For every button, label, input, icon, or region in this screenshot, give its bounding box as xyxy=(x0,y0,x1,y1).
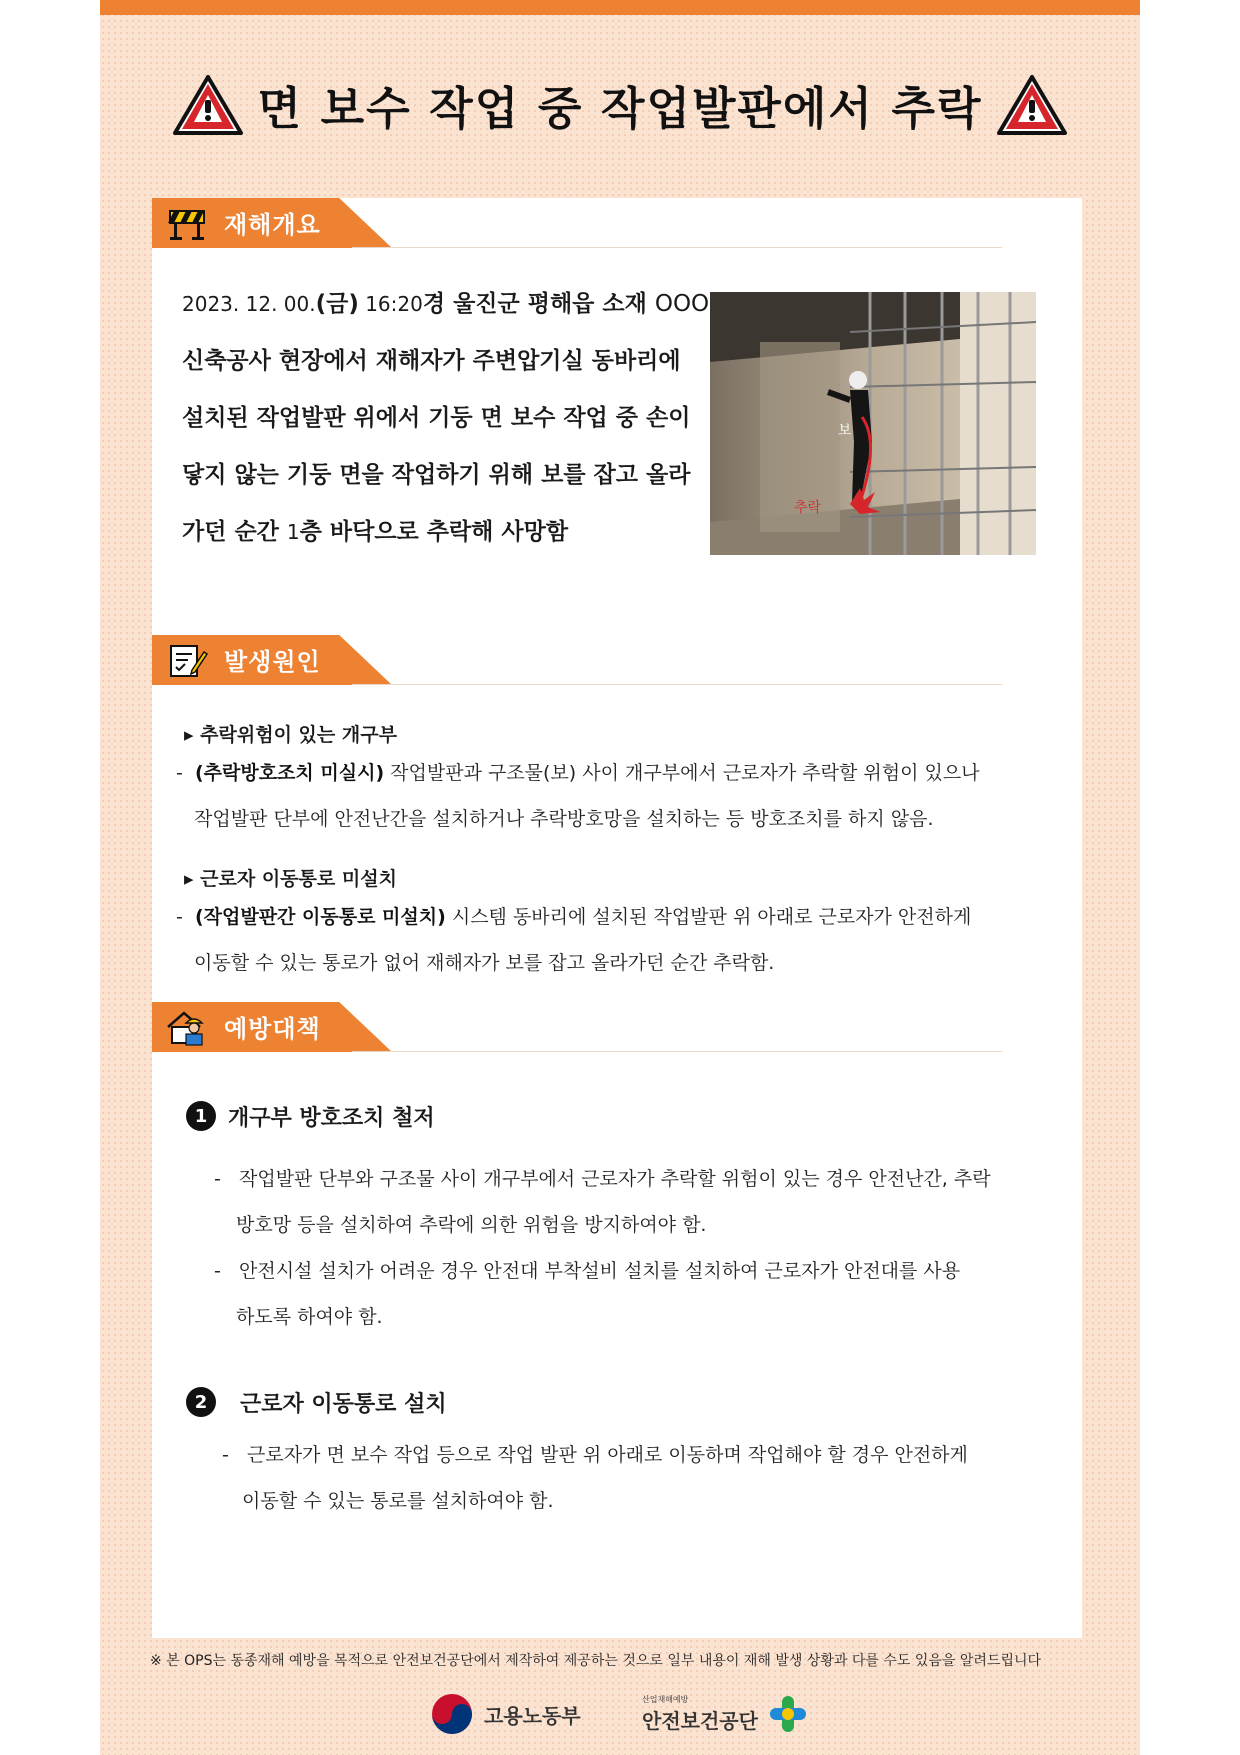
photo-label-fall: 추락 xyxy=(794,500,822,516)
dash: - xyxy=(222,1444,229,1466)
cause-heading: ▸ 근로자 이동통로 미설치 xyxy=(184,868,397,890)
section-divider xyxy=(352,1051,1002,1052)
cause-item xyxy=(176,894,971,940)
cause-item-text: 시스템 동바리에 설치된 작업발판 위 아래로 근로자가 안전하게 xyxy=(445,906,972,928)
overview-text-part: 가던 순간 xyxy=(182,519,287,545)
moel-name: 고용노동부 xyxy=(484,1703,581,1728)
measure-item xyxy=(214,1156,991,1202)
warning-triangle-icon xyxy=(172,73,244,137)
dash: - xyxy=(176,906,183,928)
measure-title: 근로자 이동통로 설치 xyxy=(240,1392,447,1417)
step-number-badge: 1 xyxy=(186,1101,216,1131)
section-header-prevention xyxy=(152,1002,1002,1052)
kosha-logo xyxy=(642,1686,808,1742)
cause-item xyxy=(176,750,980,796)
measure-item-line: 방호망 등을 설치하여 추락에 의한 위험을 방지하여야 함. xyxy=(236,1214,707,1236)
measure-title: 개구부 방호조치 철저 xyxy=(228,1106,435,1131)
section-title: 재해개요 xyxy=(224,211,321,239)
site-code: OOO xyxy=(654,291,710,317)
section-header-cause xyxy=(152,635,1002,685)
cause-item-line: 작업발판 단부에 안전난간을 설치하거나 추락방호망을 설치하는 등 방호조치를 하지 않음. xyxy=(194,808,934,830)
content-panel xyxy=(152,198,1082,1638)
accident-scene-photo xyxy=(710,292,1036,555)
cause-item-line: 이동할 수 있는 통로가 없어 재해자가 보를 잡고 올라가던 순간 추락함. xyxy=(194,952,775,974)
section-title: 예방대책 xyxy=(224,1015,321,1043)
section-header-overview xyxy=(152,198,1002,248)
dash: - xyxy=(176,762,183,784)
cause-item-text: 작업발판과 구조물(보) 사이 개구부에서 근로자가 추락할 위험이 있으나 xyxy=(384,762,980,784)
cause-item-label: (작업발판간 이동통로 미설치) xyxy=(194,906,446,928)
incident-date: 2023. 12. 00. xyxy=(182,292,316,316)
section-divider xyxy=(352,247,1002,248)
overview-line xyxy=(182,504,712,561)
warning-triangle-icon xyxy=(996,73,1068,137)
measure-item-text: 안전시설 설치가 어려운 경우 안전대 부착설비 설치를 설치하여 근로자가 안전대를 사용 xyxy=(238,1260,961,1282)
taegeuk-icon xyxy=(430,1692,474,1736)
measure-item-line: 이동할 수 있는 통로를 설치하여야 함. xyxy=(242,1490,554,1512)
cause-item-label: (추락방호조치 미실시) xyxy=(194,762,385,784)
measure-item-text: 근로자가 면 보수 작업 등으로 작업 발판 위 아래로 이동하며 작업해야 할 경우 안전하게 xyxy=(246,1444,968,1466)
dash: - xyxy=(214,1168,221,1190)
kosha-wordmark xyxy=(642,1694,758,1734)
measure-item xyxy=(214,1248,960,1294)
measure-item-line: 하도록 하여야 함. xyxy=(236,1306,383,1328)
overview-line xyxy=(182,276,712,333)
section-title: 발생원인 xyxy=(224,648,321,676)
measure-item xyxy=(222,1432,968,1478)
overview-line: 닿지 않는 기둥 면을 작업하기 위해 보를 잡고 올라 xyxy=(182,462,691,488)
incident-time: 16:20 xyxy=(358,292,423,316)
overview-line: 신축공사 현장에서 재해자가 주변압기실 동바리에 xyxy=(182,348,681,374)
poster-title xyxy=(100,62,1140,147)
section-divider xyxy=(352,684,1002,685)
kosha-name: 안전보건공단 xyxy=(642,1709,758,1733)
step-number-badge: 2 xyxy=(186,1387,216,1417)
dash: - xyxy=(214,1260,221,1282)
scene-illustration xyxy=(710,292,1036,555)
worker-house-icon xyxy=(166,1007,208,1047)
kosha-tagline: 산업재해예방 xyxy=(642,1695,689,1704)
kosha-cross-icon xyxy=(768,1694,808,1734)
incident-day: (금) xyxy=(315,291,359,317)
moel-logo xyxy=(430,1686,581,1742)
checklist-pencil-icon xyxy=(166,640,208,680)
overview-text-part: 층 바닥으로 추락해 사망함 xyxy=(299,519,569,545)
barricade-icon xyxy=(166,203,208,243)
title-text: 면 보수 작업 중 작업발판에서 추락 xyxy=(257,82,983,135)
measure-item-text: 작업발판 단부와 구조물 사이 개구부에서 근로자가 추락할 위험이 있는 경우 안전난간, 추락 xyxy=(238,1168,991,1190)
overview-text xyxy=(182,276,712,561)
top-accent-bar xyxy=(100,0,1140,15)
overview-line: 설치된 작업발판 위에서 기둥 면 보수 작업 중 손이 xyxy=(182,405,691,431)
floor-number: 1 xyxy=(286,520,300,544)
incident-location: 경 울진군 평해읍 소재 xyxy=(422,291,655,317)
photo-label-beam: 보 xyxy=(838,423,852,439)
cause-heading: ▸ 추락위험이 있는 개구부 xyxy=(184,724,397,746)
poster-sheet xyxy=(100,0,1140,1755)
disclaimer-footnote: ※ 본 OPS는 동종재해 예방을 목적으로 안전보건공단에서 제작하여 제공하는 것으로 일부 내용이 재해 발생 상황과 다를 수도 있음을 알려드립니다 xyxy=(150,1653,1042,1669)
